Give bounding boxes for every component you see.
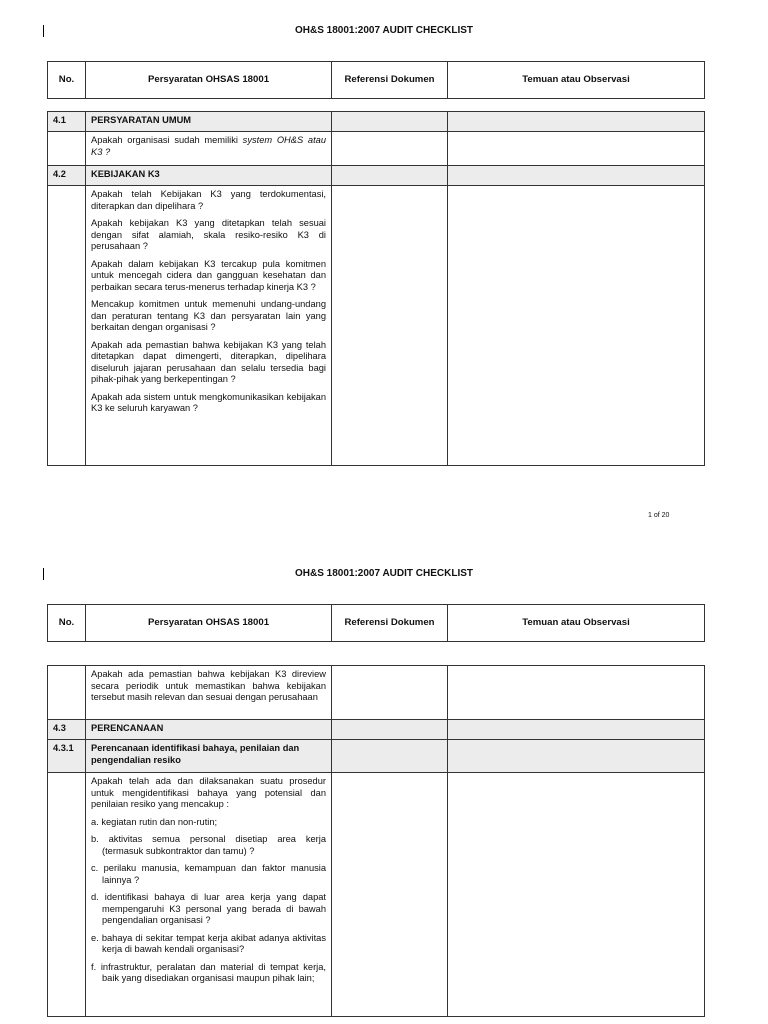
temuan-cell	[448, 666, 705, 720]
question-text: Apakah ada sistem untuk mengkomunikasikan kebijakan K3 ke seluruh karyawan ?	[91, 391, 326, 413]
section-number: 4.3.1	[48, 740, 86, 773]
list-item: f. infrastruktur, peralatan dan material di tempat kerja, baik yang disediakan organisasi maupun pihak lain;	[91, 961, 326, 983]
question-text: Apakah organisasi sudah memiliki	[91, 135, 243, 145]
temuan-cell	[448, 112, 705, 132]
list-item: a. kegiatan rutin dan non-rutin;	[91, 816, 218, 827]
temuan-cell	[448, 166, 705, 186]
question-cell	[86, 132, 332, 166]
col-header-persyaratan: Persyaratan OHSAS 18001	[86, 62, 332, 99]
section-number: 4.3	[48, 720, 86, 740]
referensi-cell	[332, 186, 448, 466]
checklist-table	[47, 111, 705, 466]
section-number: 4.2	[48, 166, 86, 186]
question-cell	[86, 666, 332, 720]
col-header-persyaratan: Persyaratan OHSAS 18001	[86, 605, 332, 642]
referensi-cell	[332, 112, 448, 132]
header-table	[47, 61, 705, 99]
referensi-cell	[332, 740, 448, 773]
doc-title: OH&S 18001:2007 AUDIT CHECKLIST	[294, 568, 473, 579]
col-header-no: No.	[48, 605, 86, 642]
question-text: Mencakup komitmen untuk memenuhi undang-undang dan peraturan tentang K3 dan persyaratan lain yang berkaitan dengan organisasi ?	[91, 299, 326, 332]
question-text: Apakah kebijakan K3 yang ditetapkan telah sesuai dengan sifat alamiah, skala resiko-resiko K3 di perusahaan ?	[91, 218, 326, 251]
temuan-cell	[448, 186, 705, 466]
checklist-table	[47, 665, 705, 1017]
referensi-cell	[332, 720, 448, 740]
question-cell	[86, 186, 332, 466]
referensi-cell	[332, 773, 448, 1017]
section-title: PERENCANAAN	[86, 720, 332, 740]
section-row	[48, 740, 705, 773]
question-text: Apakah telah Kebijakan K3 yang terdokumentasi, diterapkan dan dipelihara ?	[91, 189, 326, 211]
col-header-temuan: Temuan atau Observasi	[448, 605, 705, 642]
referensi-cell	[332, 666, 448, 720]
question-cell	[86, 773, 332, 1017]
referensi-cell	[332, 166, 448, 186]
doc-title: OH&S 18001:2007 AUDIT CHECKLIST	[294, 25, 473, 36]
header-table	[47, 604, 705, 642]
list-item: c. perilaku manusia, kemampuan dan faktor manusia lainnya ?	[91, 863, 326, 885]
temuan-cell	[448, 773, 705, 1017]
referensi-cell	[332, 132, 448, 166]
section-title: KEBIJAKAN K3	[86, 166, 332, 186]
table-row	[48, 666, 705, 720]
section-row	[48, 720, 705, 740]
question-text: Apakah dalam kebijakan K3 tercakup pula komitmen untuk mencegah cidera dan gangguan kesehatan dan perbaikan secara terus-menerus terhadap kinerja K3 ?	[91, 258, 326, 292]
col-header-no: No.	[48, 62, 86, 99]
table-row	[48, 773, 705, 1017]
section-title: Perencanaan identifikasi bahaya, penilaian dan pengendalian resiko	[86, 740, 332, 773]
section-row	[48, 112, 705, 132]
col-header-referensi: Referensi Dokumen	[332, 605, 448, 642]
question-text: Apakah telah ada dan dilaksanakan suatu prosedur untuk mengidentifikasi bahaya yang potensial dan penilaian resiko yang mencakup :	[91, 776, 326, 809]
list-item: d. identifikasi bahaya di luar area kerja yang dapat mempengaruhi K3 personal yang berada di bawah pengendalian organisasi ?	[91, 892, 326, 925]
question-text: Apakah ada pemastian bahwa kebijakan K3 direview secara periodik untuk memastikan bahwa kebijakan tersebut masih relevan dan sesuai dengan perusahaan	[91, 669, 326, 702]
list-item: b. aktivitas semua personal disetiap area kerja (termasuk subkontraktor dan tamu) ?	[91, 834, 326, 856]
section-number: 4.1	[48, 112, 86, 132]
page-number: 1 of 20	[648, 512, 670, 519]
list-item: e. bahaya di sekitar tempat kerja akibat adanya aktivitas kerja di bawah kendali organisasi?	[91, 932, 326, 954]
col-header-referensi: Referensi Dokumen	[332, 62, 448, 99]
section-title: PERSYARATAN UMUM	[86, 112, 332, 132]
temuan-cell	[448, 132, 705, 166]
question-text-italic: system OH&S atau K3 ?	[91, 135, 326, 157]
col-header-temuan: Temuan atau Observasi	[448, 62, 705, 99]
table-row	[48, 186, 705, 466]
table-row	[48, 132, 705, 166]
temuan-cell	[448, 740, 705, 773]
section-row	[48, 166, 705, 186]
temuan-cell	[448, 720, 705, 740]
question-text: Apakah ada pemastian bahwa kebijakan K3 yang telah ditetapkan dapat dimengerti, diterapkan, dipelihara diseluruh jajaran perusahaan dan selalu tersedia bagi pihak-pihak yang berkepentingan ?	[91, 339, 326, 384]
